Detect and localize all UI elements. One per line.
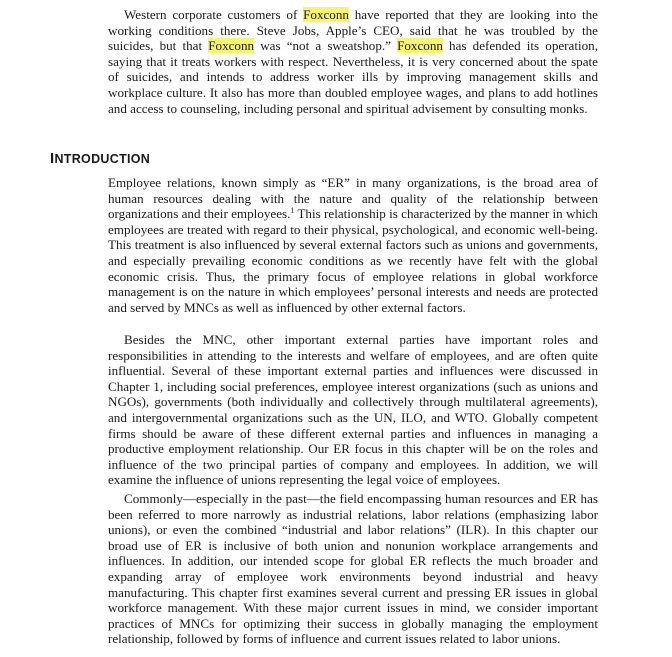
body-paragraph-2 <box>108 332 598 488</box>
text-run: Employee relations, known simply as “ER” in many organizations, is the broad area of human resources dealing with the nature and quality of the relationship between organizations and their employees. <box>108 175 598 222</box>
highlighted-term-foxconn[interactable]: Foxconn <box>208 38 255 54</box>
heading-initial: I <box>50 150 55 167</box>
text-run: was “not a sweatshop.” <box>254 38 398 54</box>
section-heading-introduction <box>50 150 150 167</box>
highlighted-term-foxconn[interactable]: Foxconn <box>303 7 349 22</box>
footnote-reference[interactable]: 1 <box>290 206 295 216</box>
highlighted-term-foxconn[interactable]: Foxconn <box>397 38 443 54</box>
text-run: has defended its operation, saying that it treats workers with respect. Nevertheless, it is very concerned about the spate of suicides, and intends to address worker ills by improving management skills and workplace culture. It also has more than doubled employee wages, and plans to add hotlines and access to counseling, including personal and spiritual advisement by consulting monks. <box>108 38 598 116</box>
text-run: This relationship is characterized by the manner in which employees are treated with regard to their physical, psychological, and economic well-being. This treatment is also influenced by several external factors such as unions and governments, and especially prevailing economic conditions as we recently have felt with the global economic crisis. Thus, the primary focus of employee relations in global workforce management is on the nature in which employees’ personal interests and needs are protected and served by MNCs as well as influenced by other external factors. <box>108 206 598 315</box>
body-paragraph-1 <box>108 175 598 315</box>
text-run: have reported that they are looking into the working conditions there. Steve Jobs, Apple’s CEO, said that he was troubled by the suicides, but that <box>108 7 598 54</box>
body-paragraph-3 <box>108 491 598 647</box>
heading-rest: NTRODUCTION <box>54 152 151 166</box>
text-run: Western corporate customers of <box>124 7 304 22</box>
text-run: Besides the MNC, other important external parties have important roles and responsibilities in attending to the interests and welfare of employees, and are often quite influential. Several of these important external parties and influences were discussed in Chapter 1, including social preferences, employee interest organizations (such as unions and NGOs), governments (both individually and collectively through multilateral agreements), and intergovernmental organizations such as the UN, ILO, and WTO. Globally competent firms should be aware of these different external parties and influences in managing a productive employment relationship. Our ER focus in this chapter will be on the roles and influence of the two principal parties of company and employees. In addition, we will examine the influence of unions representing the legal voice of employees. <box>108 332 598 488</box>
text-run: Commonly—especially in the past—the field encompassing human resources and ER has been referred to more narrowly as industrial relations, labor relations (emphasizing labor unions), or even the combined “industrial and labor relations” (ILR). In this chapter our broad use of ER is inclusive of both union and nonunion workplace arrangements and influences. In addition, our intended scope for global ER reflects the much broader and expanding array of employee work environments beyond industrial and heavy manufacturing. This chapter first examines several current and pressing ER issues in global workforce management. With these major current issues in mind, we consider important practices of MNCs for optimizing their success in globally managing the employment relationship, followed by forms of influence and current issues related to labor unions. <box>108 491 598 647</box>
foxconn-paragraph <box>108 7 598 116</box>
